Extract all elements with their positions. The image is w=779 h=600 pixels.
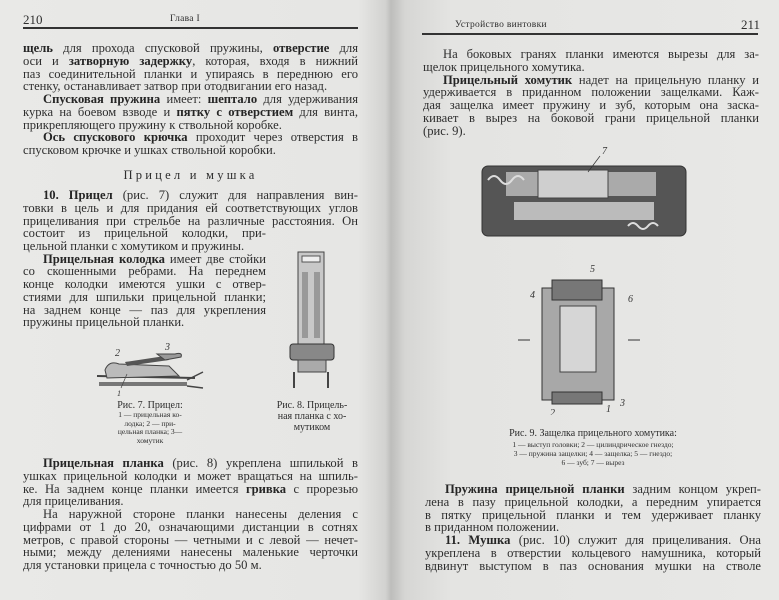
- text-run: (рис. 7) служит для направления вин-: [112, 188, 358, 202]
- figure-9-latch-drawing: [478, 140, 703, 415]
- text-run: (рис. 9).: [423, 123, 466, 138]
- paragraph: [23, 93, 358, 131]
- text-line: [23, 144, 358, 157]
- text-line: [425, 560, 761, 573]
- text-run: для установки прицела с точностью до 50 м.: [23, 558, 262, 572]
- bold-term: Прицельная колодка: [43, 251, 165, 266]
- text-run: для винта,: [293, 104, 358, 119]
- figure-7-caption: [95, 400, 205, 445]
- label-3: 3: [165, 342, 170, 353]
- text-run: проходит через отверстия в: [187, 130, 359, 145]
- page-number: 210: [23, 12, 43, 27]
- label-7: 7: [602, 146, 607, 157]
- page-number: 211: [741, 17, 761, 32]
- header-rule: [422, 33, 758, 35]
- text-run: спусковом крючке и ушках ствольной коробки.: [23, 143, 276, 157]
- label-1: 1: [117, 389, 121, 398]
- text-block: [423, 48, 759, 137]
- paragraph: [23, 508, 358, 572]
- figure-7-sight-drawing: [95, 340, 205, 398]
- bold-term: Прицельная планка: [43, 456, 164, 470]
- running-head: Устройство винтовки: [455, 20, 547, 30]
- paragraph: [23, 227, 266, 253]
- bold-term: щель: [23, 41, 53, 55]
- text-line: [423, 112, 759, 125]
- bold-term: гривка: [245, 481, 287, 496]
- text-run: прицеливания при стрельбе на различные расстояния. Он: [23, 213, 358, 228]
- text-run: товки в цель и для придания ей соответствующих углов: [23, 200, 358, 215]
- paragraph: [23, 457, 358, 508]
- text-line: [23, 559, 358, 572]
- figure-title: Рис. 7. Прицел:: [117, 400, 183, 411]
- paragraph: [23, 253, 266, 330]
- text-run: цифрами от 1 до 20, означающими дистанции в сотнях: [23, 519, 358, 534]
- text-run: ке. На заднем конце планки имеется: [23, 481, 246, 496]
- text-run: с прорезью: [286, 481, 359, 496]
- text-block: [23, 189, 358, 227]
- text-run: метров, с правой стороны — четными и с левой — нечет-: [23, 532, 358, 547]
- text-run: паз соединительной планки и упираясь в переднюю его: [23, 66, 358, 81]
- text-run: задним концом укреп-: [624, 482, 761, 496]
- text-run: в приданном положении.: [425, 520, 560, 535]
- label-1: 1: [606, 404, 611, 415]
- header-rule: [23, 27, 358, 29]
- text-run: пружины прицельной планки.: [23, 315, 185, 330]
- text-line: [423, 125, 759, 138]
- text-run: ушках прицельной колодки и может вращаться на шпиль-: [23, 468, 358, 483]
- text-line: [23, 316, 266, 329]
- text-run: укреплена в отверстии кольцевого намушника, который: [425, 545, 761, 560]
- right-page: [390, 0, 779, 600]
- text-run: со скошенными ребрами. На переднем: [23, 264, 266, 279]
- text-block: [23, 227, 266, 329]
- bold-term: затворную задержку: [68, 53, 193, 68]
- text-run: надет на прицельную планку и: [572, 72, 759, 87]
- bold-term: 10. Прицел: [43, 188, 113, 202]
- text-run: конце колодки имеются ушки с отвер-: [23, 277, 266, 291]
- text-run: в пятку прицельной планки и тем удерживает планку: [425, 507, 761, 522]
- text-run: на заднем конце — паз для укрепления: [23, 302, 266, 317]
- text-run: для прицеливания.: [23, 494, 124, 509]
- text-run: удерживается в приданном положении защелками. Каж-: [423, 85, 759, 100]
- paragraph: [23, 131, 358, 157]
- label-5: 5: [590, 264, 595, 275]
- text-block: [23, 457, 358, 572]
- label-6: 6: [628, 294, 633, 305]
- paragraph: [423, 48, 759, 74]
- figure-8-caption: [266, 400, 358, 433]
- text-run: лена в пазу прицельной колодки, а передним упирается: [425, 494, 761, 509]
- text-run: ными; между делениями нанесены маленькие черточки: [23, 545, 358, 560]
- label-4: 4: [530, 290, 535, 301]
- text-run: кивает в вырез на боковой грани прицельной планки: [423, 110, 759, 125]
- text-run: вдвинут выступом в паз основания мушки на стволе: [425, 558, 761, 573]
- label-2: 2: [550, 408, 555, 415]
- figure-legend-line: ная планка с хо-: [277, 411, 347, 422]
- bold-term: шептало: [207, 92, 258, 106]
- paragraph: [425, 483, 761, 534]
- text-run: щелок прицельного хомутика.: [423, 59, 585, 74]
- figure-8-sight-leaf-drawing: [288, 250, 336, 390]
- figure-9-caption: Рис. 9. Защелка прицельного хомутика:: [509, 428, 677, 439]
- bold-term: 11. Мушка: [445, 533, 511, 547]
- text-run: На боковых гранях планки имеются вырезы для за-: [443, 47, 759, 61]
- label-2: 2: [115, 348, 120, 359]
- text-run: для удерживания: [257, 92, 358, 106]
- text-run: (рис. 10) служит для прицеливания. Она: [510, 533, 761, 547]
- text-run: стенку, останавливает затвор при отодвигании его назад.: [23, 79, 328, 94]
- text-run: состоит из прицельной колодки, при-: [23, 226, 266, 240]
- figure-legend: 1 — прицельная ко- лодка; 2 — при- цельная планка; 3— хомутик: [117, 410, 183, 445]
- text-run: , которая, входя в нижний: [192, 53, 358, 68]
- text-run: дая защелка имеет пружину и зуб, которым она заска-: [423, 98, 759, 112]
- bold-term: отверстие: [272, 41, 330, 55]
- text-run: стиями для шпильки прицельной планки;: [23, 289, 266, 304]
- text-run: оси и: [23, 53, 69, 68]
- text-run: имеет две стойки: [164, 251, 266, 266]
- text-run: На наружной стороне планки нанесены деления с: [43, 507, 358, 521]
- running-head: Глава I: [170, 14, 200, 24]
- text-run: для прохода спусковой пружины,: [52, 41, 273, 55]
- section-heading: Прицел и мушка: [123, 168, 258, 182]
- text-block: [425, 483, 761, 572]
- figure-legend-line: мутиком: [293, 422, 331, 433]
- paragraph: [423, 74, 759, 138]
- bold-term: Спусковая пружина: [43, 92, 161, 106]
- bold-term: пятку с отверстием: [176, 104, 294, 119]
- text-run: имеет:: [160, 92, 208, 106]
- figure-title: Рис. 8. Прицель-: [276, 400, 348, 411]
- text-run: цельной планки с хомутиком и пружины.: [23, 238, 245, 253]
- bold-term: Ось спускового крючка: [43, 130, 188, 145]
- figure-9-legend: 1 — выступ головки; 2 — цилиндрическое гнездо; 3 — пружина защелки; 4 — защелка; 5 — гнездо; 6 — зуб; 7 — вырез: [512, 440, 674, 467]
- text-run: прикрепляющего пружину к ствольной коробке.: [23, 117, 282, 132]
- bold-term: Прицельный хомутик: [443, 72, 573, 87]
- text-run: (рис. 8) укреплена шпилькой в: [163, 456, 358, 470]
- text-run: для: [329, 41, 358, 55]
- text-run: курка на боевом взводе и: [23, 104, 177, 119]
- paragraph: [23, 42, 358, 93]
- text-block: [23, 42, 358, 157]
- paragraph: [425, 534, 761, 572]
- bold-term: Пружина прицельной планки: [445, 482, 625, 496]
- label-3: 3: [620, 398, 625, 409]
- paragraph: [23, 189, 358, 227]
